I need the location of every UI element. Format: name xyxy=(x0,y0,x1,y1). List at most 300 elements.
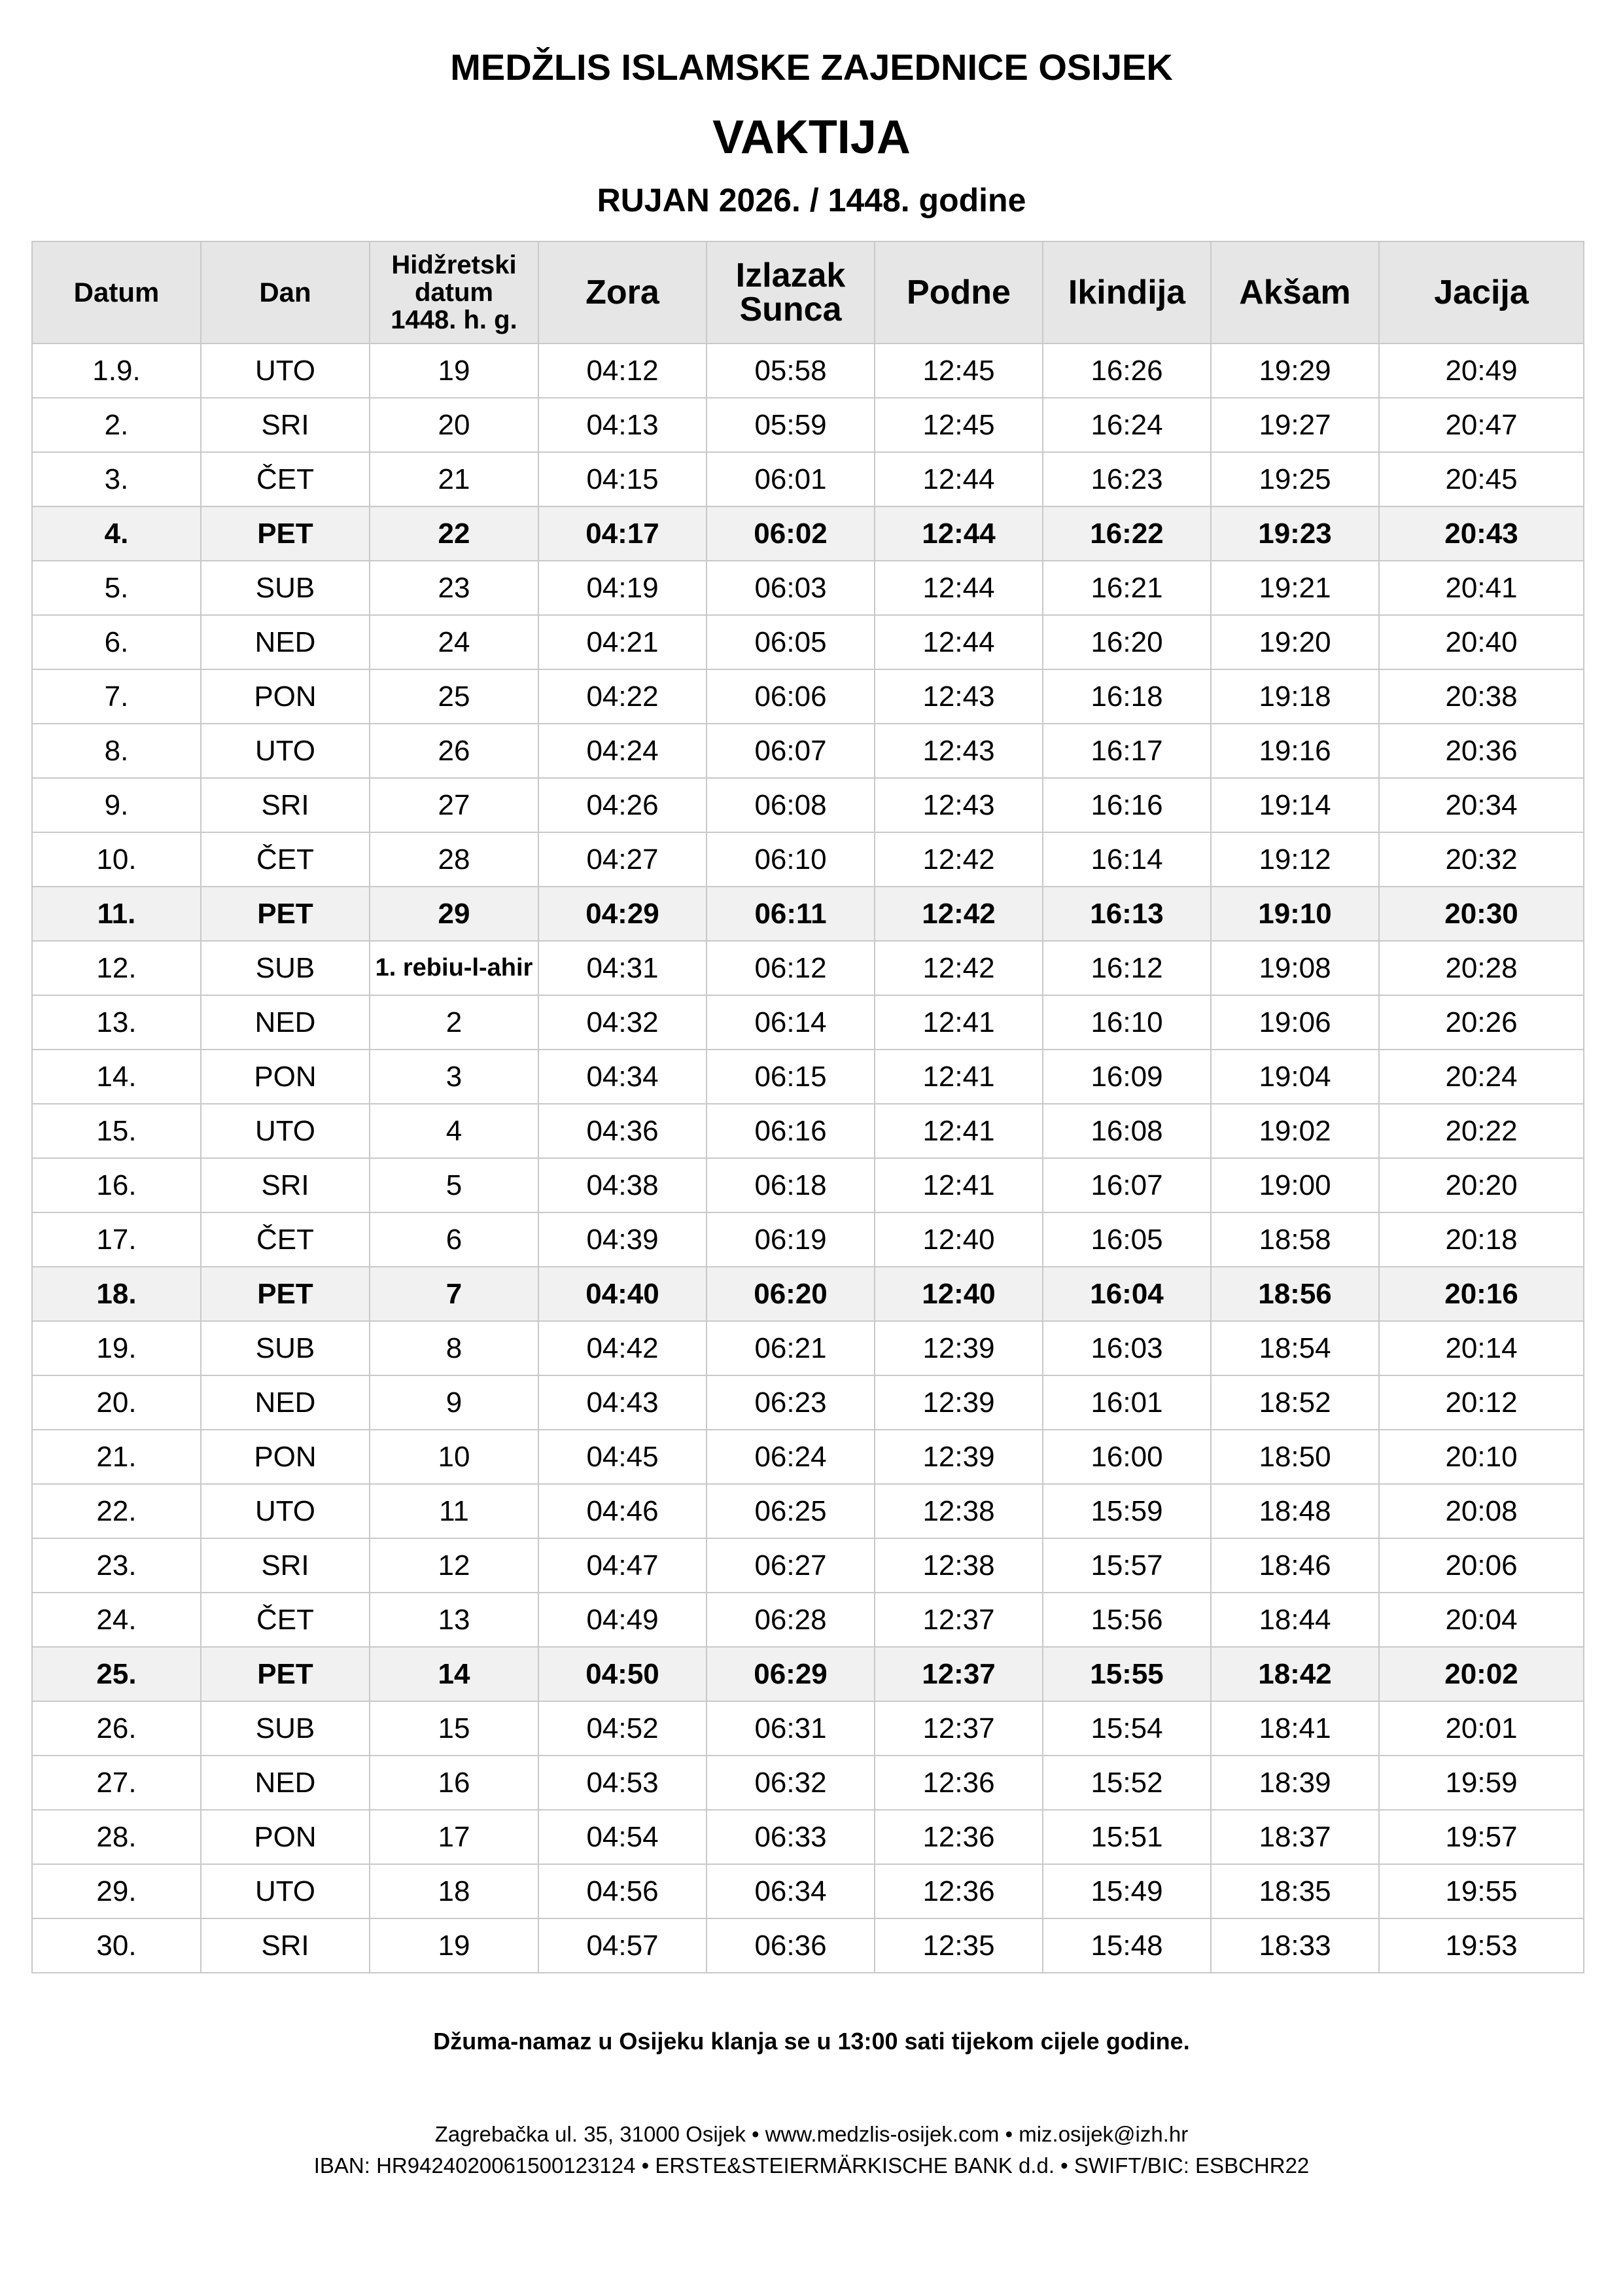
zora-cell: 04:53 xyxy=(538,1756,707,1810)
sunrise-cell: 06:05 xyxy=(707,615,875,669)
jacija-cell: 20:43 xyxy=(1379,506,1584,561)
date-cell: 14. xyxy=(32,1050,201,1104)
zora-cell: 04:43 xyxy=(538,1375,707,1430)
aksam-cell: 18:35 xyxy=(1211,1864,1379,1918)
table-row xyxy=(32,669,1584,724)
podne-cell: 12:42 xyxy=(875,941,1043,995)
date-cell: 20. xyxy=(32,1375,201,1430)
jumma-prayer-note: Džuma-namaz u Osijeku klanja se u 13:00 sati tijekom cijele godine. xyxy=(433,2028,1190,2055)
jacija-cell: 19:53 xyxy=(1379,1918,1584,1973)
podne-cell: 12:36 xyxy=(875,1810,1043,1864)
table-row xyxy=(32,506,1584,561)
sunrise-cell: 06:23 xyxy=(707,1375,875,1430)
table-row xyxy=(32,778,1584,832)
zora-cell: 04:27 xyxy=(538,832,707,887)
podne-cell: 12:36 xyxy=(875,1864,1043,1918)
sunrise-cell: 06:21 xyxy=(707,1321,875,1375)
zora-cell: 04:50 xyxy=(538,1647,707,1701)
table-row xyxy=(32,1593,1584,1647)
zora-cell: 04:49 xyxy=(538,1593,707,1647)
hijri-date-cell: 26 xyxy=(370,724,538,778)
hijri-date-cell: 27 xyxy=(370,778,538,832)
aksam-cell: 19:10 xyxy=(1211,887,1379,941)
table-row xyxy=(32,1538,1584,1593)
hijri-date-cell: 21 xyxy=(370,452,538,506)
podne-cell: 12:41 xyxy=(875,1158,1043,1212)
hijri-date-cell: 18 xyxy=(370,1864,538,1918)
jacija-cell: 20:41 xyxy=(1379,561,1584,615)
podne-cell: 12:41 xyxy=(875,995,1043,1050)
hijri-date-cell: 2 xyxy=(370,995,538,1050)
aksam-cell: 19:08 xyxy=(1211,941,1379,995)
date-cell: 3. xyxy=(32,452,201,506)
zora-cell: 04:22 xyxy=(538,669,707,724)
podne-cell: 12:41 xyxy=(875,1104,1043,1158)
hijri-date-cell: 12 xyxy=(370,1538,538,1593)
podne-cell: 12:39 xyxy=(875,1321,1043,1375)
day-cell: PET xyxy=(201,1267,370,1321)
day-cell: SUB xyxy=(201,941,370,995)
sunrise-cell: 06:20 xyxy=(707,1267,875,1321)
podne-cell: 12:41 xyxy=(875,1050,1043,1104)
day-cell: NED xyxy=(201,995,370,1050)
ikindija-cell: 16:21 xyxy=(1043,561,1211,615)
aksam-cell: 18:41 xyxy=(1211,1701,1379,1756)
aksam-cell: 18:37 xyxy=(1211,1810,1379,1864)
podne-cell: 12:37 xyxy=(875,1593,1043,1647)
footer-address: Zagrebačka ul. 35, 31000 Osijek • www.medzlis-osijek.com • miz.osijek@izh.hr xyxy=(434,2122,1189,2146)
zora-cell: 04:45 xyxy=(538,1430,707,1484)
ikindija-cell: 16:12 xyxy=(1043,941,1211,995)
jacija-cell: 19:57 xyxy=(1379,1810,1584,1864)
date-cell: 6. xyxy=(32,615,201,669)
jacija-cell: 20:12 xyxy=(1379,1375,1584,1430)
aksam-cell: 19:02 xyxy=(1211,1104,1379,1158)
ikindija-cell: 15:57 xyxy=(1043,1538,1211,1593)
footer-bank-details: IBAN: HR9424020061500123124 • ERSTE&STEIERMÄRKISCHE BANK d.d. • SWIFT/BIC: ESBCHR22 xyxy=(313,2153,1310,2178)
jacija-cell: 20:47 xyxy=(1379,398,1584,452)
jacija-cell: 20:02 xyxy=(1379,1647,1584,1701)
date-cell: 16. xyxy=(32,1158,201,1212)
jacija-cell: 20:30 xyxy=(1379,887,1584,941)
date-cell: 30. xyxy=(32,1918,201,1973)
table-body xyxy=(32,344,1584,1973)
day-cell: PET xyxy=(201,1647,370,1701)
ikindija-cell: 15:48 xyxy=(1043,1918,1211,1973)
podne-cell: 12:44 xyxy=(875,452,1043,506)
jacija-cell: 20:24 xyxy=(1379,1050,1584,1104)
zora-cell: 04:21 xyxy=(538,615,707,669)
table-row xyxy=(32,1918,1584,1973)
day-cell: PON xyxy=(201,1810,370,1864)
ikindija-cell: 16:23 xyxy=(1043,452,1211,506)
column-header-date: Datum xyxy=(32,241,201,344)
jacija-cell: 20:26 xyxy=(1379,995,1584,1050)
sunrise-cell: 06:27 xyxy=(707,1538,875,1593)
sunrise-cell: 06:28 xyxy=(707,1593,875,1647)
date-cell: 2. xyxy=(32,398,201,452)
hijri-date-cell: 19 xyxy=(370,344,538,398)
table-row xyxy=(32,344,1584,398)
ikindija-cell: 16:16 xyxy=(1043,778,1211,832)
podne-cell: 12:37 xyxy=(875,1647,1043,1701)
jacija-cell: 20:06 xyxy=(1379,1538,1584,1593)
date-cell: 23. xyxy=(32,1538,201,1593)
sunrise-cell: 06:25 xyxy=(707,1484,875,1538)
hijri-date-cell: 23 xyxy=(370,561,538,615)
zora-cell: 04:12 xyxy=(538,344,707,398)
day-cell: UTO xyxy=(201,1864,370,1918)
jacija-cell: 20:36 xyxy=(1379,724,1584,778)
ikindija-cell: 15:54 xyxy=(1043,1701,1211,1756)
ikindija-cell: 16:00 xyxy=(1043,1430,1211,1484)
aksam-cell: 19:23 xyxy=(1211,506,1379,561)
day-cell: PON xyxy=(201,1050,370,1104)
podne-cell: 12:44 xyxy=(875,561,1043,615)
day-cell: UTO xyxy=(201,724,370,778)
hijri-date-cell: 20 xyxy=(370,398,538,452)
podne-cell: 12:42 xyxy=(875,887,1043,941)
date-cell: 28. xyxy=(32,1810,201,1864)
date-cell: 22. xyxy=(32,1484,201,1538)
hijri-date-cell: 28 xyxy=(370,832,538,887)
hijri-date-cell: 4 xyxy=(370,1104,538,1158)
podne-cell: 12:40 xyxy=(875,1267,1043,1321)
hijri-date-cell: 9 xyxy=(370,1375,538,1430)
zora-cell: 04:47 xyxy=(538,1538,707,1593)
zora-cell: 04:40 xyxy=(538,1267,707,1321)
date-cell: 18. xyxy=(32,1267,201,1321)
column-header-day: Dan xyxy=(201,241,370,344)
ikindija-cell: 15:52 xyxy=(1043,1756,1211,1810)
podne-cell: 12:36 xyxy=(875,1756,1043,1810)
zora-cell: 04:17 xyxy=(538,506,707,561)
sunrise-cell: 06:03 xyxy=(707,561,875,615)
aksam-cell: 18:33 xyxy=(1211,1918,1379,1973)
zora-cell: 04:13 xyxy=(538,398,707,452)
table-row xyxy=(32,887,1584,941)
aksam-cell: 18:46 xyxy=(1211,1538,1379,1593)
jacija-cell: 20:49 xyxy=(1379,344,1584,398)
date-cell: 21. xyxy=(32,1430,201,1484)
hijri-date-cell: 8 xyxy=(370,1321,538,1375)
day-cell: NED xyxy=(201,1375,370,1430)
zora-cell: 04:36 xyxy=(538,1104,707,1158)
table-row xyxy=(32,832,1584,887)
jacija-cell: 20:40 xyxy=(1379,615,1584,669)
ikindija-cell: 15:51 xyxy=(1043,1810,1211,1864)
sunrise-cell: 06:10 xyxy=(707,832,875,887)
day-cell: PON xyxy=(201,1430,370,1484)
date-cell: 7. xyxy=(32,669,201,724)
sunrise-cell: 06:33 xyxy=(707,1810,875,1864)
jacija-cell: 20:22 xyxy=(1379,1104,1584,1158)
table-row xyxy=(32,615,1584,669)
sunrise-cell: 06:12 xyxy=(707,941,875,995)
column-header-aksam: Akšam xyxy=(1211,241,1379,344)
zora-cell: 04:34 xyxy=(538,1050,707,1104)
ikindija-cell: 16:17 xyxy=(1043,724,1211,778)
day-cell: NED xyxy=(201,1756,370,1810)
ikindija-cell: 16:20 xyxy=(1043,615,1211,669)
day-cell: SUB xyxy=(201,1321,370,1375)
sunrise-cell: 05:59 xyxy=(707,398,875,452)
date-cell: 15. xyxy=(32,1104,201,1158)
podne-cell: 12:44 xyxy=(875,615,1043,669)
sunrise-cell: 06:11 xyxy=(707,887,875,941)
jacija-cell: 20:18 xyxy=(1379,1212,1584,1267)
table-row xyxy=(32,1104,1584,1158)
date-cell: 5. xyxy=(32,561,201,615)
aksam-cell: 19:06 xyxy=(1211,995,1379,1050)
zora-cell: 04:56 xyxy=(538,1864,707,1918)
table-row xyxy=(32,1430,1584,1484)
aksam-cell: 19:29 xyxy=(1211,344,1379,398)
hijri-date-cell: 14 xyxy=(370,1647,538,1701)
day-cell: SUB xyxy=(201,1701,370,1756)
sunrise-cell: 06:01 xyxy=(707,452,875,506)
hijri-date-cell: 6 xyxy=(370,1212,538,1267)
table-row xyxy=(32,995,1584,1050)
aksam-cell: 19:14 xyxy=(1211,778,1379,832)
ikindija-cell: 16:07 xyxy=(1043,1158,1211,1212)
table-row xyxy=(32,1756,1584,1810)
jacija-cell: 20:45 xyxy=(1379,452,1584,506)
day-cell: ČET xyxy=(201,1212,370,1267)
day-cell: SRI xyxy=(201,398,370,452)
hijri-date-cell: 5 xyxy=(370,1158,538,1212)
podne-cell: 12:43 xyxy=(875,724,1043,778)
ikindija-cell: 16:01 xyxy=(1043,1375,1211,1430)
date-cell: 27. xyxy=(32,1756,201,1810)
jacija-cell: 20:01 xyxy=(1379,1701,1584,1756)
zora-cell: 04:29 xyxy=(538,887,707,941)
sunrise-cell: 06:06 xyxy=(707,669,875,724)
jacija-cell: 20:28 xyxy=(1379,941,1584,995)
document-title: VAKTIJA xyxy=(712,111,911,164)
podne-cell: 12:44 xyxy=(875,506,1043,561)
table-row xyxy=(32,1050,1584,1104)
hijri-date-cell: 7 xyxy=(370,1267,538,1321)
ikindija-cell: 15:56 xyxy=(1043,1593,1211,1647)
column-header-zora: Zora xyxy=(538,241,707,344)
hijri-date-cell: 24 xyxy=(370,615,538,669)
day-cell: SUB xyxy=(201,561,370,615)
podne-cell: 12:45 xyxy=(875,398,1043,452)
zora-cell: 04:42 xyxy=(538,1321,707,1375)
aksam-cell: 19:21 xyxy=(1211,561,1379,615)
table-row xyxy=(32,724,1584,778)
sunrise-cell: 06:29 xyxy=(707,1647,875,1701)
sunrise-cell: 06:31 xyxy=(707,1701,875,1756)
jacija-cell: 20:38 xyxy=(1379,669,1584,724)
date-cell: 24. xyxy=(32,1593,201,1647)
hijri-date-cell: 15 xyxy=(370,1701,538,1756)
organization-title: MEDŽLIS ISLAMSKE ZAJEDNICE OSIJEK xyxy=(450,46,1173,88)
column-header-sunrise: Izlazak Sunca xyxy=(707,241,875,344)
ikindija-cell: 16:08 xyxy=(1043,1104,1211,1158)
day-cell: SRI xyxy=(201,1918,370,1973)
date-cell: 1.9. xyxy=(32,344,201,398)
jacija-cell: 20:20 xyxy=(1379,1158,1584,1212)
date-cell: 8. xyxy=(32,724,201,778)
ikindija-cell: 16:24 xyxy=(1043,398,1211,452)
day-cell: NED xyxy=(201,615,370,669)
table-row xyxy=(32,1810,1584,1864)
date-cell: 10. xyxy=(32,832,201,887)
date-cell: 25. xyxy=(32,1647,201,1701)
sunrise-cell: 06:08 xyxy=(707,778,875,832)
date-cell: 9. xyxy=(32,778,201,832)
jacija-cell: 20:10 xyxy=(1379,1430,1584,1484)
sunrise-cell: 06:14 xyxy=(707,995,875,1050)
day-cell: ČET xyxy=(201,452,370,506)
period-subtitle: RUJAN 2026. / 1448. godine xyxy=(597,182,1026,219)
jacija-cell: 20:08 xyxy=(1379,1484,1584,1538)
ikindija-cell: 15:59 xyxy=(1043,1484,1211,1538)
aksam-cell: 18:50 xyxy=(1211,1430,1379,1484)
sunrise-cell: 06:19 xyxy=(707,1212,875,1267)
zora-cell: 04:46 xyxy=(538,1484,707,1538)
day-cell: PON xyxy=(201,669,370,724)
ikindija-cell: 16:26 xyxy=(1043,344,1211,398)
day-cell: PET xyxy=(201,887,370,941)
zora-cell: 04:31 xyxy=(538,941,707,995)
podne-cell: 12:38 xyxy=(875,1538,1043,1593)
podne-cell: 12:40 xyxy=(875,1212,1043,1267)
podne-cell: 12:42 xyxy=(875,832,1043,887)
aksam-cell: 18:56 xyxy=(1211,1267,1379,1321)
ikindija-cell: 16:09 xyxy=(1043,1050,1211,1104)
podne-cell: 12:43 xyxy=(875,669,1043,724)
ikindija-cell: 15:49 xyxy=(1043,1864,1211,1918)
hijri-date-cell: 25 xyxy=(370,669,538,724)
date-cell: 13. xyxy=(32,995,201,1050)
aksam-cell: 18:44 xyxy=(1211,1593,1379,1647)
day-cell: ČET xyxy=(201,1593,370,1647)
table-row xyxy=(32,1158,1584,1212)
table-row xyxy=(32,1375,1584,1430)
table-row xyxy=(32,1864,1584,1918)
day-cell: UTO xyxy=(201,1484,370,1538)
column-header-ikindija: Ikindija xyxy=(1043,241,1211,344)
jacija-cell: 19:55 xyxy=(1379,1864,1584,1918)
podne-cell: 12:38 xyxy=(875,1484,1043,1538)
date-cell: 4. xyxy=(32,506,201,561)
table-row xyxy=(32,1484,1584,1538)
ikindija-cell: 16:03 xyxy=(1043,1321,1211,1375)
table-header-row xyxy=(32,241,1584,344)
table-row xyxy=(32,561,1584,615)
hijri-date-cell: 10 xyxy=(370,1430,538,1484)
day-cell: SRI xyxy=(201,778,370,832)
podne-cell: 12:37 xyxy=(875,1701,1043,1756)
column-header-podne: Podne xyxy=(875,241,1043,344)
aksam-cell: 19:04 xyxy=(1211,1050,1379,1104)
zora-cell: 04:52 xyxy=(538,1701,707,1756)
aksam-cell: 19:20 xyxy=(1211,615,1379,669)
ikindija-cell: 15:55 xyxy=(1043,1647,1211,1701)
day-cell: SRI xyxy=(201,1158,370,1212)
jacija-cell: 20:34 xyxy=(1379,778,1584,832)
ikindija-cell: 16:13 xyxy=(1043,887,1211,941)
table-row xyxy=(32,452,1584,506)
hijri-date-cell: 3 xyxy=(370,1050,538,1104)
sunrise-cell: 05:58 xyxy=(707,344,875,398)
zora-cell: 04:39 xyxy=(538,1212,707,1267)
sunrise-cell: 06:02 xyxy=(707,506,875,561)
date-cell: 29. xyxy=(32,1864,201,1918)
hijri-date-cell: 16 xyxy=(370,1756,538,1810)
zora-cell: 04:24 xyxy=(538,724,707,778)
aksam-cell: 18:52 xyxy=(1211,1375,1379,1430)
zora-cell: 04:32 xyxy=(538,995,707,1050)
column-header-jacija: Jacija xyxy=(1379,241,1584,344)
podne-cell: 12:35 xyxy=(875,1918,1043,1973)
aksam-cell: 18:39 xyxy=(1211,1756,1379,1810)
table-row xyxy=(32,1647,1584,1701)
zora-cell: 04:19 xyxy=(538,561,707,615)
podne-cell: 12:45 xyxy=(875,344,1043,398)
ikindija-cell: 16:22 xyxy=(1043,506,1211,561)
sunrise-cell: 06:32 xyxy=(707,1756,875,1810)
jacija-cell: 20:04 xyxy=(1379,1593,1584,1647)
aksam-cell: 18:54 xyxy=(1211,1321,1379,1375)
column-header-hijri-date: Hidžretski datum 1448. h. g. xyxy=(370,241,538,344)
hijri-date-cell: 19 xyxy=(370,1918,538,1973)
jacija-cell: 20:14 xyxy=(1379,1321,1584,1375)
aksam-cell: 18:42 xyxy=(1211,1647,1379,1701)
ikindija-cell: 16:04 xyxy=(1043,1267,1211,1321)
date-cell: 12. xyxy=(32,941,201,995)
sunrise-cell: 06:18 xyxy=(707,1158,875,1212)
jacija-cell: 20:16 xyxy=(1379,1267,1584,1321)
table-row xyxy=(32,1212,1584,1267)
aksam-cell: 19:25 xyxy=(1211,452,1379,506)
ikindija-cell: 16:14 xyxy=(1043,832,1211,887)
table-row xyxy=(32,1267,1584,1321)
table-row xyxy=(32,398,1584,452)
date-cell: 17. xyxy=(32,1212,201,1267)
sunrise-cell: 06:34 xyxy=(707,1864,875,1918)
day-cell: PET xyxy=(201,506,370,561)
zora-cell: 04:26 xyxy=(538,778,707,832)
sunrise-cell: 06:36 xyxy=(707,1918,875,1973)
podne-cell: 12:43 xyxy=(875,778,1043,832)
day-cell: UTO xyxy=(201,1104,370,1158)
date-cell: 19. xyxy=(32,1321,201,1375)
ikindija-cell: 16:18 xyxy=(1043,669,1211,724)
day-cell: ČET xyxy=(201,832,370,887)
sunrise-cell: 06:24 xyxy=(707,1430,875,1484)
podne-cell: 12:39 xyxy=(875,1430,1043,1484)
aksam-cell: 19:18 xyxy=(1211,669,1379,724)
table-row xyxy=(32,941,1584,995)
date-cell: 11. xyxy=(32,887,201,941)
aksam-cell: 18:48 xyxy=(1211,1484,1379,1538)
day-cell: UTO xyxy=(201,344,370,398)
sunrise-cell: 06:15 xyxy=(707,1050,875,1104)
day-cell: SRI xyxy=(201,1538,370,1593)
zora-cell: 04:15 xyxy=(538,452,707,506)
ikindija-cell: 16:10 xyxy=(1043,995,1211,1050)
hijri-date-cell: 11 xyxy=(370,1484,538,1538)
sunrise-cell: 06:07 xyxy=(707,724,875,778)
aksam-cell: 18:58 xyxy=(1211,1212,1379,1267)
prayer-times-table xyxy=(31,241,1584,1973)
date-cell: 26. xyxy=(32,1701,201,1756)
hijri-date-cell: 17 xyxy=(370,1810,538,1864)
